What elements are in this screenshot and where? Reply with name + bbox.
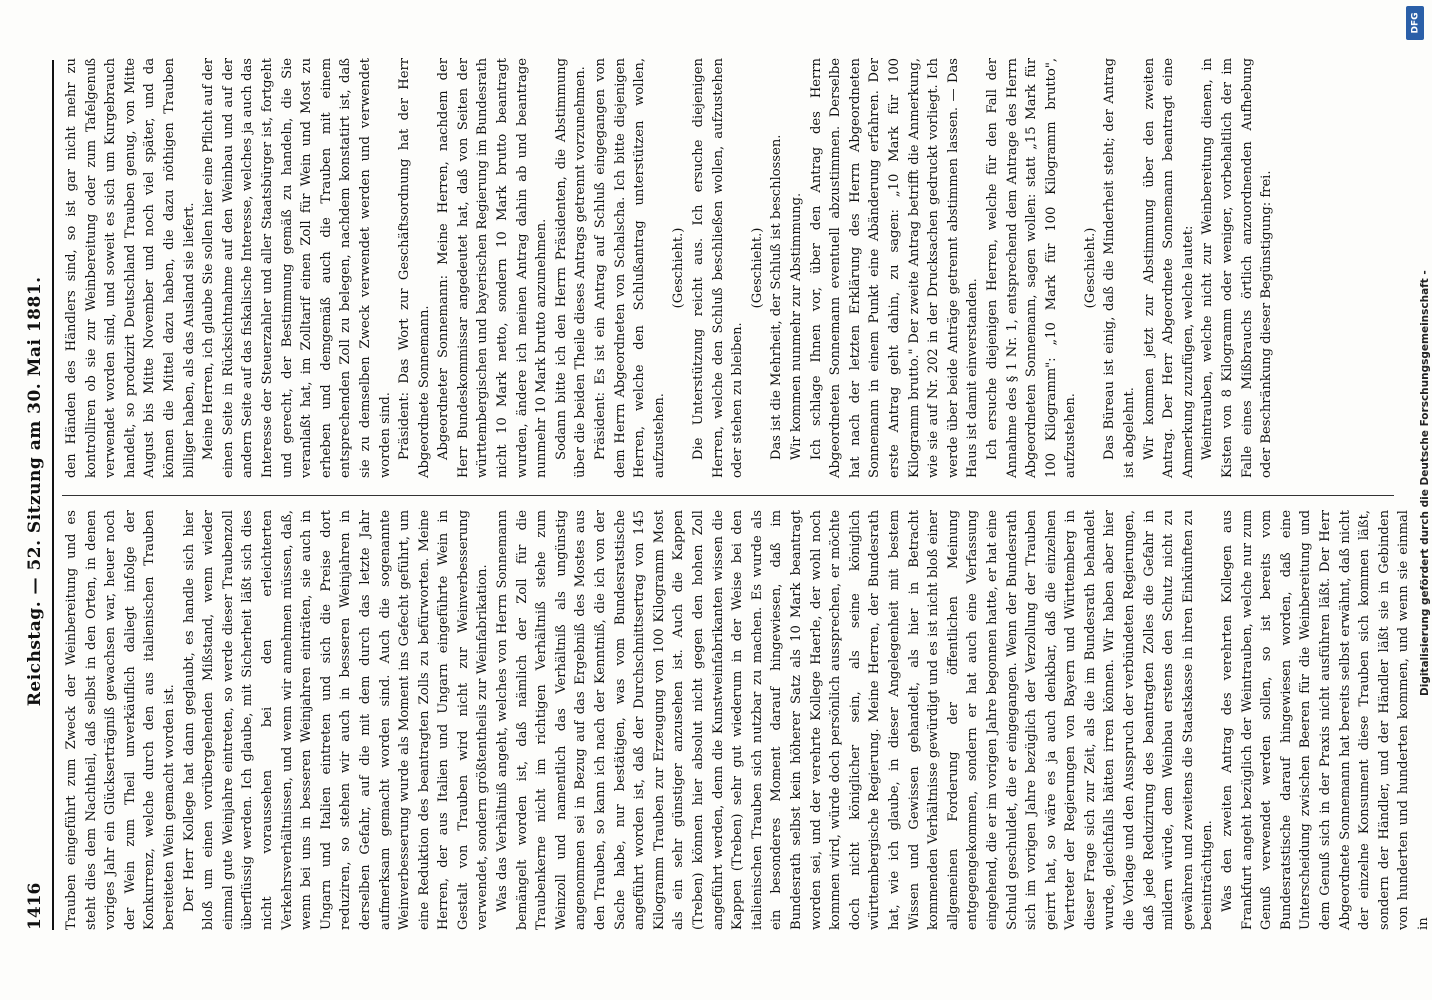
left-column bbox=[62, 510, 1431, 930]
paragraph: Das ist die Mehrheit, der Schluß ist beschlossen. bbox=[769, 134, 785, 460]
paragraph: Abgeordneter Sonnemann: Meine Herren, nachdem der Herr Bundeskommissar angedeutet hat, daß von Seiten der württembergischen und bayerischen Regierung im Bundesrath nicht 10 Mark netto, sondern 10 Mark brutto beantragt wurden, ändere ich meinen Antrag dahin ab und beantrage nunmehr 10 Mark brutto anzunehmen. bbox=[436, 58, 550, 478]
paragraph: Sodann bitte ich den Herrn Präsidenten, die Abstimmung über die beiden Theile dieses Antrags getrennt vorzunehmen. bbox=[553, 58, 589, 478]
stage-direction: (Geschieht.) bbox=[671, 227, 687, 309]
paragraph: Präsident: Das Wort zur Geschäftsordnung hat der Herr Abgeordnete Sonnemann. bbox=[397, 58, 432, 478]
stage-direction: (Geschieht.) bbox=[749, 227, 765, 309]
paragraph: Meine Herren, ich glaube Sie sollen hier eine Pflicht auf der einen Seite in Rücksichtnahme auf den Weinbau und auf der andern Seite auf das fiskalische Interesse, welches ja auch das Interesse der Steuerzahler und aller Staatsbürger ist, fortgeht und gerecht, der Bestimmung gemäß zu handeln, die Sie veranlaßt hat, im Zolltarif einen Zoll für Wein und Most zu erheben und demgemäß auch die Trauben mit einem entsprechenden Zoll zu belegen, nachdem konstatirt ist, daß sie zu demselben Zweck verwendet werden und verwendet worden sind. bbox=[201, 58, 393, 478]
paragraph: den Händen des Händlers sind, so ist gar nicht mehr zu kontrolliren ob sie zur Weinbereitung oder zum Tafelgenuß verwendet worden sind, und soweit es sich um Kurgebrauch handelt, so produzirt Deutschland Trauben genug, von Mitte August bis Mitte November und noch viel später, und da können die Mittel dazu haben, die dazu nöthigen Trauben billiger haben, als das Ausland sie liefert. bbox=[64, 58, 197, 478]
column-divider bbox=[62, 495, 1394, 496]
paragraph: Ich ersuche diejenigen Herren, welche für den Fall der Annahme des § 1 Nr. 1, entsprechend dem Antrage des Herrn Abgeordneten Sonnemann, sagen wollen: statt „15 Mark für 100 Kilogramm": „10 Mark für 100 Kilogramm brutto", aufzustehen. bbox=[984, 58, 1079, 478]
paragraph: Ich schlage Ihnen vor, über den Antrag des Herrn Abgeordneten Sonnemann eventuell abzustimmen. Derselbe hat nach der letzten Erklärung des Herrn Abgeordneten Sonnemann in einem Punkt eine Abänderung erfahren. Der erste Antrag geht dahin, zu sagen: „10 Mark für 100 Kilogramm brutto." Der zweite Antrag betrifft die Anmerkung, wie sie auf Nr. 202 in der Drucksachen gedruckt vorliegt. Ich werde über beide Anträge getrennt abstimmen lassen. — Das Haus ist damit einverstanden. bbox=[808, 58, 981, 478]
paragraph: Trauben eingeführt zum Zweck der Weinbereitung und es steht dies dem Nachtheil, daß selbst in den Orten, in denen voriges Jahr ein Glückserträgniß gewachsen war, heuer noch der Wein zum Theil unverkäuflich daliegt infolge der Konkurrenz, welche durch den aus italienischen Trauben bereiteten Wein gemacht worden ist. bbox=[64, 510, 177, 930]
paragraph: Was den zweiten Antrag des verehrten Kollegen aus Frankfurt angeht bezüglich der Weintrauben, welche nur zum Genuß verwendet werden sollen, so ist bereits vom Bundesratstische darauf hingewiesen worden, daß eine Unterscheidung zwischen Beeren für die Weinbereitung und dem Genuß sich in der Praxis nicht ausführen läßt. Der Herr Abgeordnete Sonnemann hat bereits selbst erwähnt, daß nicht der einzelne Konsument diese Trauben sich kommen läßt, sondern der Händler, und der Händler läßt sie in Gebinden von hunderten und hunderten kommen, und wenn sie einmal in bbox=[1220, 510, 1431, 930]
funding-text: Digitalisierung gefördert durch die Deutsche Forschungsgemeinschaft - bbox=[1419, 270, 1431, 696]
funding-notice bbox=[1406, 46, 1431, 696]
paragraph: Die Unterstützung reicht aus. Ich ersuche diejenigen Herren, welche den Schluß beschließen wollen, aufzustehen oder stehen zu bleiben. bbox=[691, 58, 746, 478]
paragraph: Das Büreau ist einig, daß die Minderheit steht; der Antrag ist abgelehnt. bbox=[1102, 58, 1138, 478]
paragraph: Der Herr Kollege hat dann geglaubt, es handle sich hier bloß um einen vorübergehenden Mißstand, wenn wieder einmal gute Weinjahre eintreten, so werde dieser Traubenzoll überflüssig werden. Ich glaube, mit Sicherheit läßt sich dies nicht voraussehen bei den erleichterten Verkehrsverhältnissen, und wenn wir annehmen müssen, daß, wenn bei uns in besseren Weinjahren einträten, sie auch in Ungarn und Italien eintreten und sich die Preise dort reduziren, so stehen wir auch in besseren Weinjahren in derselben Gefahr, auf die mit dem durch das letzte Jahr aufmerksam gemacht worden sind. Auch die sogenannte Weinverbesserung wurde als Moment ins Gefecht geführt, um eine Reduktion des beantragten Zolls zu befürworten. Meine Herren, der aus Italien und Ungarn eingeführte Wein in Gestalt von Trauben wird nicht zur Weinverbesserung verwendet, sondern größtentheils zur Weinfabrikation. bbox=[181, 510, 491, 930]
right-column bbox=[62, 58, 1394, 478]
page-number: 1416 bbox=[25, 882, 45, 930]
paragraph: Präsident: Es ist ein Antrag auf Schluß eingegangen von dem Herrn Abgeordneten von Schalscha. Ich bitte diejenigen Herren, welche den Schlußantrag unterstützen wollen, aufzustehen. bbox=[593, 58, 667, 478]
stage-direction: (Geschieht.) bbox=[1082, 227, 1098, 309]
paragraph: Was das Verhältniß angeht, welches von Herrn Sonnemann bemängelt worden ist, daß nämlich der Zoll für die Traubenkerne nicht im richtigen Verhältniß stehe zum Weinzoll und namentlich das Verhältniß als ungünstig angenommen sei in Bezug auf das Ergebniß des Mostes aus den Trauben, so kann ich nach der Kenntniß, die ich von der Sache habe, nur bestätigen, was vom Bundesratstische angeführt worden ist, daß der Durchschnittsertrag von 145 Kilogramm Trauben zur Erzeugung von 100 Kilogramm Most als ein sehr günstiger anzusehen ist. Auch die Kappen (Treben) können hier absolut nicht gegen den hohen Zoll angeführt werden, denn die Kunstweinfabrikanten wissen die Kappen (Treben) sehr gut wiederum in der Weise bei den italienischen Trauben sich nutzbar zu machen. Es wurde als ein besonderes Moment darauf hingewiesen, daß im Bundesrath selbst kein höherer Satz als 10 Mark beantragt worden sei, und der verehrte Kollege Haerle, der wohl noch kommen wird, würde doch persönlich aussprechen, er möchte doch nicht königlicher sein, als seine königlich württembergische Regierung. Meine Herren, der Bundesrath hat, wie ich glaube, in dieser Angelegenheit mit bestem Wissen und Gewissen gehandelt, als hier in Betracht kommenden Verhältnisse gewürdigt und es ist nicht bloß einer allgemeinen Forderung der öffentlichen Meinung entgegengekommen, sondern er hat auch eine Verfassung eingehend, die er im vorigen Jahre begonnen hatte, er hat eine Schuld geschuldet, die er eingegangen. Wenn der Bundesrath sich im vorigen Jahre bezüglich der Verzollung der Trauben geirrt hat, so wäre es ja auch denkbar, daß die einzelnen Vertreter der Regierungen von Bayern und Württemberg in dieser Frage sich zur Zeit, als die im Bundesrath behandelt wurde, gleichfalls hätten irren können. Wir haben aber hier die Vorlage und den Ausspruch der verbündeten Regierungen, daß jede Reduzirung des beantragten Zolles die Gefahr in mildern würde, dem Weinbau erstens den Schutz nicht zu gewähren und zweitens die Staatskasse in ihren Einkünften zu beeinträchtigen. bbox=[495, 510, 1216, 930]
paragraph: Wir kommen jetzt zur Abstimmung über den zweiten Antrag. Der Herr Abgeordnete Sonnemann beantragt eine Anmerkung zuzufügen, welche lautet: bbox=[1141, 58, 1196, 478]
dfg-logo-text: DFG bbox=[1410, 12, 1421, 34]
page-title: Reichstag. — 52. Sitzung am 30. Mai 1881. bbox=[25, 276, 45, 707]
quoted-amendment: Weintrauben, welche nicht zur Weinbereitung dienen, in Kisten von 8 Kilogramm oder weniger, vorbehaltlich der im Falle eines Mißbrauchs örtlich anzuordnenden Aufhebung oder Beschränkung dieser Begünstigung: frei. bbox=[1200, 58, 1275, 478]
paragraph: Wir kommen nunmehr zur Abstimmung. bbox=[788, 192, 804, 460]
page-header bbox=[18, 60, 54, 930]
dfg-logo bbox=[1406, 6, 1424, 40]
